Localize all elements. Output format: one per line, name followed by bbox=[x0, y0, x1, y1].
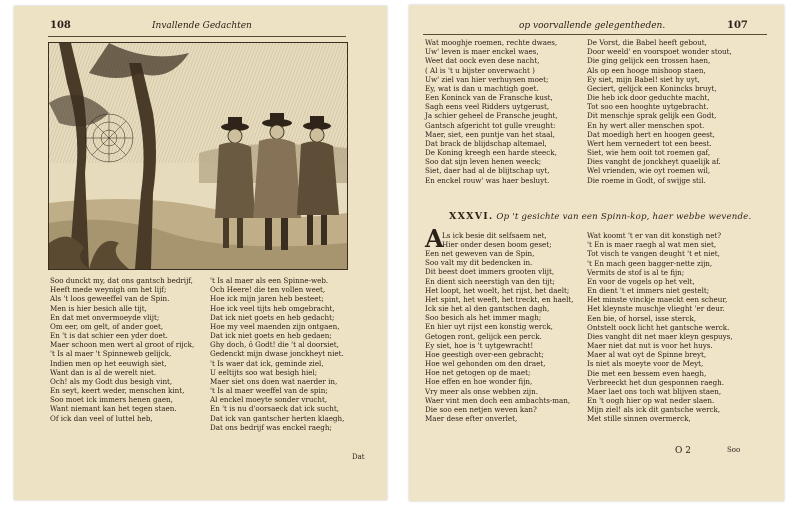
verse-line: Men is hier besich alle tijt, bbox=[50, 303, 147, 313]
verse-line: Maer dese efter onverlet, bbox=[425, 414, 518, 424]
verse-line: Soo dat sijn leven henen weeck; bbox=[425, 157, 542, 167]
catchword: Dat bbox=[352, 453, 365, 461]
verse-line: De Vorst, die Babel heeft gebout, bbox=[587, 38, 707, 47]
catchword: Soo bbox=[727, 446, 741, 454]
verse-line: En enckel rouw' was haer besluyt. bbox=[425, 175, 550, 185]
engraving-illustration bbox=[48, 42, 348, 270]
section-number: XXXVI. bbox=[449, 211, 494, 222]
verse-line: Als 't loos geweeffel van de Spin. bbox=[50, 294, 170, 304]
verse-line: Wert hem vernedert tot een beest. bbox=[587, 138, 712, 148]
verse-line: En seyt, keert weder, menschen kint, bbox=[50, 386, 185, 396]
verse-line: Of ick dan veel of luttel heb, bbox=[50, 413, 153, 423]
verse-line: En dat met onvermoeyde vlijt; bbox=[50, 312, 160, 322]
verse-line: Die soo een netjen weven kan? bbox=[425, 404, 537, 414]
verse-line: Maer siet ons doen wat naerder in, bbox=[210, 376, 338, 386]
verse-line: Soo valt my dit bedencken in. bbox=[425, 258, 533, 268]
verse-line: Hoe effen en hoe wonder fijn, bbox=[425, 377, 533, 387]
verse-line: Och Heere! die ten vollen weet, bbox=[210, 285, 326, 295]
verse-line: Hoe my veel maenden zijn ontgaen, bbox=[210, 321, 340, 331]
drop-cap: A bbox=[425, 224, 444, 253]
header-rule bbox=[423, 34, 767, 35]
verse-line: Het minste vinckje maeckt een scheur, bbox=[587, 295, 728, 305]
verse-line: Dies vanght dit net maer kleyn gespuys, bbox=[587, 331, 733, 341]
right-bottom-column-2 bbox=[587, 231, 733, 424]
verse-line: Dat ons bedrijf was enckel raegh; bbox=[210, 422, 332, 432]
verse-line: Wel vrienden, wie oyt roemen wil, bbox=[587, 166, 711, 176]
verse-line: Dat ick niet goets en heb gedaen; bbox=[210, 331, 332, 341]
right-page bbox=[409, 5, 784, 501]
verse-line: Dies vanght de jonckheyt quaelijk af. bbox=[587, 157, 721, 167]
verse-line: Tot soo een hooghte uytgebracht. bbox=[587, 102, 709, 112]
verse-line: Ey, wat is dan u machtigh goet. bbox=[425, 83, 539, 93]
verse-line: Soo moet ick immers henen gaen, bbox=[50, 395, 173, 405]
engraving-drawing bbox=[49, 43, 347, 269]
verse-line: Die roeme in Godt, of swijge stil. bbox=[587, 175, 706, 185]
verse-line: Hoe ick veel tijts heb omgebracht, bbox=[210, 303, 335, 313]
verse-line: Wat koomt 't er van dit konstigh net? bbox=[587, 231, 722, 240]
verse-line: Het spint, het weeft, het treckt, en haelt, bbox=[425, 294, 574, 304]
page-number: 107 bbox=[727, 20, 748, 31]
verse-line: Dat moedigh hert en hoogen geest, bbox=[587, 129, 715, 139]
right-top-column-2 bbox=[587, 38, 732, 185]
verse-line: Is niet als moeyte voor de Meyt, bbox=[587, 359, 704, 369]
verse-line: De Koning kreegh een harde steeck, bbox=[425, 148, 557, 158]
verse-line: Hier onder desen boom geset; bbox=[442, 240, 552, 250]
verse-line: Die met een bessem even haegh, bbox=[587, 368, 707, 378]
verse-line: En voor de vogels op het velt, bbox=[587, 276, 695, 286]
verse-line: ( Al is 't u bijster onverwacht ) bbox=[425, 65, 535, 75]
verse-line: 't Is al maer als een Spinne-web. bbox=[210, 276, 329, 285]
verse-line: 't Is al maer 't Spinneweb gelijck, bbox=[50, 349, 172, 359]
verse-line: Maer schoon men wert al groot of rijck, bbox=[50, 340, 195, 350]
verse-line: Weet dat oock even dese nacht, bbox=[425, 56, 540, 66]
verse-line: Dat ick niet goets en heb gedacht; bbox=[210, 312, 335, 322]
verse-line: En hy wert aller menschen spot. bbox=[587, 120, 705, 130]
verse-line: Waer vint men doch een ambachts-man, bbox=[425, 395, 571, 405]
verse-line: Ontstelt oock licht het gantsche werck. bbox=[587, 322, 730, 332]
verse-line: Gantsch afgericht tot gulle vreught: bbox=[425, 120, 556, 130]
verse-line: Uw' ziel van hier verhuysen moet; bbox=[425, 74, 549, 84]
verse-line: Vry meer als onse webben zijn. bbox=[425, 386, 539, 396]
verse-line: Dit menschje sprak gelijk een Godt, bbox=[587, 111, 717, 121]
verse-line: Door weeld' en voorspoet wonder stout, bbox=[587, 47, 732, 57]
verse-line: Die heb ick door geduchte macht, bbox=[587, 93, 710, 103]
verse-line: 't En mach geen bagger-nette zijn, bbox=[587, 258, 713, 268]
verse-line: En dient sich neerstigh van den tijt; bbox=[425, 276, 555, 286]
verse-line: Dat brack de blijdschap altemael, bbox=[425, 138, 547, 148]
verse-line: Als op een hooge mishoop staen, bbox=[587, 65, 706, 75]
signature-mark: O 2 bbox=[675, 446, 691, 456]
verse-line: Sagh eens veel Ridders uytgerust, bbox=[425, 102, 550, 112]
verse-line: 't Is waer dat ick, geminde ziel, bbox=[210, 358, 324, 368]
verse-line: Verbreeckt het dun gesponnen raegh. bbox=[587, 377, 725, 387]
verse-line: Indien men op het eeuwigh siet, bbox=[50, 358, 167, 368]
right-top-column-1 bbox=[425, 38, 558, 185]
verse-line: Gedenckt mijn dwase jonckheyt niet. bbox=[210, 349, 344, 359]
running-head: Invallende Gedachten bbox=[152, 21, 252, 31]
verse-line: Siet, wie hem ooit tot roemen gaf, bbox=[587, 148, 711, 158]
verse-line: Om eer, om gelt, of ander goet, bbox=[50, 321, 164, 331]
right-bottom-column-1-a bbox=[442, 231, 552, 249]
verse-line: Het kleynste muschje vlieght 'er deur. bbox=[587, 304, 725, 314]
verse-line: Dat ick van gantscher herten klaegh, bbox=[210, 413, 345, 423]
page-number: 108 bbox=[50, 20, 71, 31]
verse-line: Want dan is al de werelt niet. bbox=[50, 367, 157, 377]
verse-line: Geciert, gelijck een Konincks bruyt, bbox=[587, 83, 717, 93]
verse-line: En 't oogh hier op wat neder slaen. bbox=[587, 396, 715, 406]
left-column-2 bbox=[210, 276, 344, 432]
verse-line: Siet, daer had al de blijtschap uyt, bbox=[425, 166, 550, 176]
verse-line: Een net geweven van de Spin, bbox=[425, 249, 535, 258]
verse-line: En 't is dat schier een yder doet. bbox=[50, 331, 168, 341]
verse-line: Mijn ziel! als ick dit gantsche werck, bbox=[587, 405, 721, 415]
verse-line: Hoe ick mijn jaren heb besteet; bbox=[210, 294, 324, 304]
verse-line: Ja schier geheel de Fransche jeught, bbox=[425, 111, 558, 121]
verse-line: Getogen ront, gelijck een perck. bbox=[425, 331, 542, 341]
verse-line: Want niemant kan het tegen staen. bbox=[50, 404, 177, 414]
verse-line: 't Is al maer weeffel van de spin; bbox=[210, 386, 328, 396]
verse-line: Tot visch te vangen deught 't et niet, bbox=[587, 249, 720, 259]
verse-line: Een bie, of horsel, isse sterck, bbox=[587, 313, 697, 323]
verse-line: Ghy doch, ô Godt! die 't al doorsiet, bbox=[210, 340, 339, 350]
verse-line: Och! als my Godt dus besigh vint, bbox=[50, 376, 173, 386]
verse-line: Al enckel moeyte sonder vrucht, bbox=[210, 395, 328, 405]
verse-line: Met stille sinnen overmerck, bbox=[587, 414, 691, 424]
verse-line: Een Koninck van de Fransche kust, bbox=[425, 93, 553, 103]
verse-line: Vermits de stof is al te fijn; bbox=[587, 267, 685, 277]
verse-line: En hier uyt rijst een konstig werck, bbox=[425, 322, 553, 332]
left-column-1 bbox=[50, 276, 194, 423]
verse-line: Ey siet, mijn Babel! siet hy uyt, bbox=[587, 74, 700, 84]
verse-line: Uw' leven is maer enckel waes, bbox=[425, 47, 539, 57]
verse-line: Heeft mede weynigh om het lijf; bbox=[50, 285, 167, 295]
verse-line: Hoe net getogen op de maet; bbox=[425, 368, 531, 378]
verse-line: 't En is maer raegh al wat men siet, bbox=[587, 240, 717, 250]
verse-line: Maer niet dat nut is voor het huys. bbox=[587, 341, 713, 351]
running-head: op voorvallende gelegentheden. bbox=[519, 21, 666, 31]
verse-line: Soo besich als het immer magh; bbox=[425, 313, 542, 323]
verse-line: Hoe geestigh over-een gebracht; bbox=[425, 349, 544, 359]
section-heading bbox=[449, 211, 751, 222]
verse-line: Ls ick besie dit selfsaem net, bbox=[442, 231, 547, 240]
header-rule bbox=[48, 36, 346, 37]
verse-line: Wat mooghje roemen, rechte dwaes, bbox=[425, 38, 558, 47]
verse-line: En 't is nu d'oorsaeck dat ick sucht, bbox=[210, 404, 340, 414]
verse-line: Maer al wat oyt de Spinne breyt, bbox=[587, 350, 707, 360]
verse-line: Hoe wel gehonden om den draet, bbox=[425, 359, 546, 369]
left-page bbox=[14, 6, 387, 500]
verse-line: Soo dunckt my, dat ons gantsch bedrijf, bbox=[50, 276, 193, 285]
verse-line: Maer, siet, een puntje van het staal, bbox=[425, 129, 555, 139]
verse-line: Dit beest doet immers grooten vlijt, bbox=[425, 267, 555, 277]
verse-line: Ick sie het al den gantschen dagh, bbox=[425, 304, 550, 314]
verse-line: Maer laet ons toch wat blijven staen, bbox=[587, 386, 722, 396]
verse-line: Ey siet, hoe is 't uytgewracht! bbox=[425, 340, 534, 350]
verse-line: Die ging gelijck een trossen haen, bbox=[587, 56, 711, 66]
verse-line: En dient 't et immers niet gestelt; bbox=[587, 286, 710, 296]
right-bottom-column-1-b bbox=[425, 249, 574, 423]
section-title: Op 't gesichte van een Spinn-kop, haer webbe wevende. bbox=[496, 212, 752, 222]
verse-line: U eeltijts soo wat besigh hiel; bbox=[210, 367, 318, 377]
verse-line: Het loopt, het woelt, het rijst, het daelt; bbox=[425, 285, 570, 295]
